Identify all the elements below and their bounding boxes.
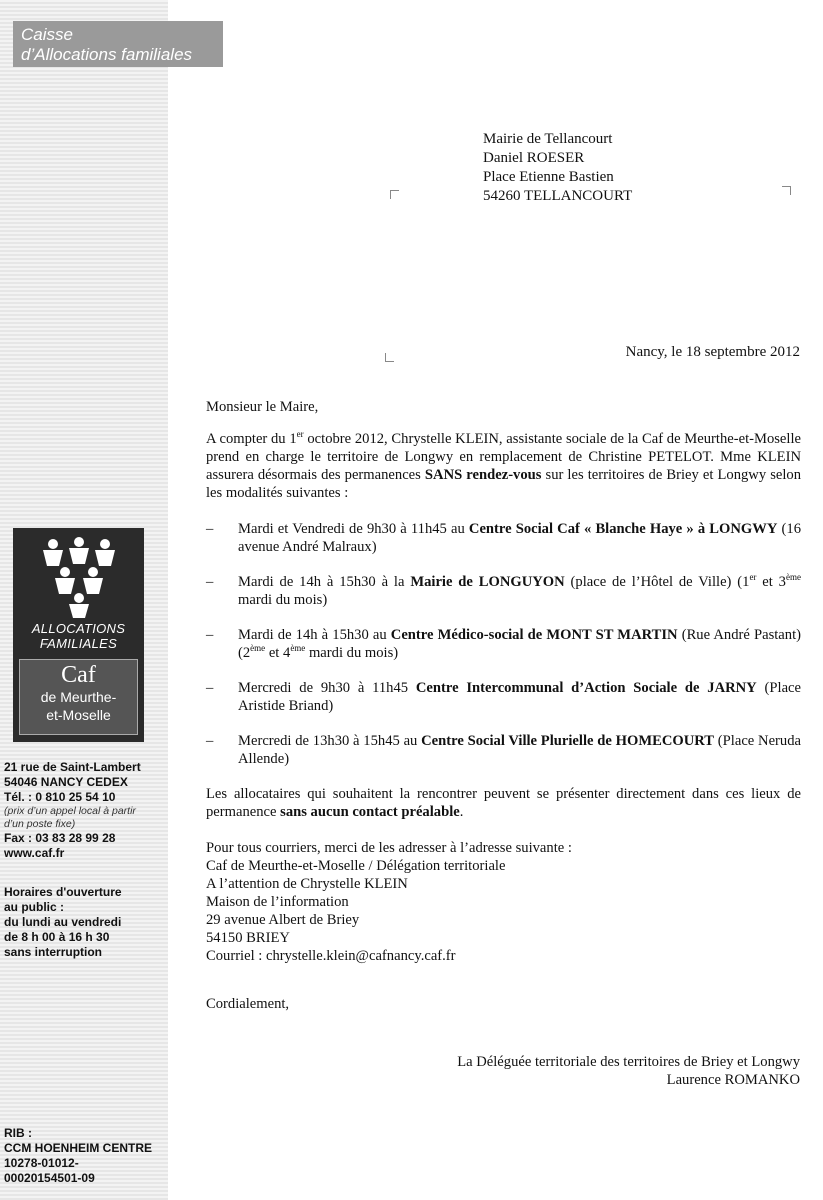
hours-line5: sans interruption [4,945,103,959]
contact-paragraph [206,785,801,821]
mail-address-line2: A l’attention de Chrystelle KLEIN [206,876,408,892]
sidebar [0,0,193,1200]
hours-line4: de 8 h 00 à 16 h 30 [4,930,110,944]
intro-bold: SANS rendez-vous [424,467,542,483]
item-text: mardi du mois) [305,645,399,661]
item-text: Mardi de 14h à 15h30 au [238,627,391,643]
courrier-intro: Pour tous courriers, merci de les adresser à l’adresse suivante : [206,840,572,856]
intro-text-b: octobre 2012, Chrystelle KLEIN, assistante sociale de la Caf de Meurthe-et-Moselle prend en charge le territoire de Longwy en remplacement de Christine PETELOT. Mme KLEIN assurera désormais des permanences [206,431,801,483]
hours-line2: au public : [4,900,64,914]
caf-logo [13,528,144,742]
item-text: et 3 [756,574,786,590]
recipient-line2: Daniel ROESER [483,150,585,166]
intro-text-a: A compter du 1 [206,431,297,447]
signature-name: Laurence ROMANKO [666,1072,800,1088]
item-text: (16 avenue André Malraux) [238,521,802,555]
address-line2: 54046 NANCY CEDEX [4,775,128,789]
list-item [206,732,801,768]
item-location: Centre Social Ville Plurielle de HOMECOURT [421,733,715,749]
rib-line2: CCM HOENHEIM CENTRE [4,1141,153,1155]
recipient-line1: Mairie de Tellancourt [483,131,613,147]
fax: Fax : 03 83 28 99 28 [4,831,116,845]
org-name-line2: d’Allocations familiales [21,45,193,64]
intro-paragraph [206,430,801,502]
signature-title: La Déléguée territoriale des territoires de Briey et Longwy [457,1054,800,1070]
logo-dept-line2: et-Moselle [46,707,111,723]
bank-details [4,1126,169,1186]
item-text: Mercredi de 13h30 à 15h45 au [238,733,422,749]
item-text: mardi du mois) [238,592,328,608]
family-figures-icon [33,536,125,618]
after-text-a: Les allocataires qui souhaitent la rencontrer peuvent se présenter directement dans ces lieux de permanence [206,786,801,820]
mail-address-line1: Caf de Meurthe-et-Moselle / Délégation territoriale [206,858,506,874]
recipient-address [483,130,632,206]
item-text: (place de l’Hôtel de Ville) (1 [564,574,750,590]
item-sup: ème [290,643,306,654]
list-item [206,573,801,609]
mail-address-line5: 54150 BRIEY [206,930,290,946]
email-line: Courriel : chrystelle.klein@cafnancy.caf.fr [206,948,456,964]
item-text: (Rue André Pastant) (2 [238,627,801,661]
item-text: (Place Neruda Allende) [238,733,801,767]
salutation: Monsieur le Maire, [206,399,319,415]
closing: Cordialement, [206,996,290,1012]
item-text: (Place Aristide Briand) [238,680,801,714]
item-text: Mardi de 14h à 15h30 à la [238,574,411,590]
letter-body [206,398,801,1041]
mail-address-line3: Maison de l’information [206,894,349,910]
item-location: Centre Médico-social de MONT ST MARTIN [390,627,678,643]
intro-text-c: sur les territoires de Briey et Longwy selon les modalités suivantes : [206,467,801,501]
list-item [206,679,801,715]
item-location: Mairie de LONGUYON [410,574,565,590]
item-location: Centre Intercommunal d’Action Sociale de JARNY [415,680,757,696]
phone-note-line2: d’un poste fixe) [4,818,76,830]
org-name-line1: Caisse [21,25,73,44]
item-location: Centre Social Caf « Blanche Haye » à LONGWY [468,521,778,537]
logo-dept-box [19,659,138,735]
logo-text [13,621,144,651]
contact-info [4,760,164,861]
letter-date: Nancy, le 18 septembre 2012 [625,344,800,360]
opening-hours [4,885,164,960]
item-sup: ème [785,572,801,583]
logo-caf: Caf [61,662,96,688]
item-text: et 4 [265,645,291,661]
schedule-list [206,520,801,768]
logo-dept-line1: de Meurthe- [40,689,117,705]
item-sup: ème [250,643,266,654]
list-item [206,626,801,662]
after-bold: sans aucun contact préalable [280,804,460,820]
list-item [206,520,801,556]
item-text: Mardi et Vendredi de 9h30 à 11h45 au [238,521,469,537]
window-corner-mark [385,353,394,362]
hours-line1: Horaires d'ouverture [4,885,122,899]
org-header [13,21,223,67]
address-line1: 21 rue de Saint-Lambert [4,760,141,774]
recipient-line3: Place Etienne Bastien [483,169,614,185]
intro-sup: er [296,429,304,440]
window-corner-mark [390,190,399,199]
website: www.caf.fr [4,846,65,860]
logo-line2: FAMILIALES [39,636,118,651]
mail-address-line4: 29 avenue Albert de Briey [206,912,360,928]
rib-line3: 10278-01012- [4,1156,79,1170]
phone: Tél. : 0 810 25 54 10 [4,790,116,804]
logo-line1: ALLOCATIONS [31,621,126,636]
recipient-line4: 54260 TELLANCOURT [483,188,633,204]
hours-line3: du lundi au vendredi [4,915,122,929]
rib-line4: 00020154501-09 [4,1171,95,1185]
signature-block [420,1053,800,1089]
item-text: Mercredi de 9h30 à 11h45 [238,680,416,696]
phone-note-line1: (prix d’un appel local à partir [4,805,136,817]
rib-line1: RIB : [4,1126,32,1140]
after-text-b: . [459,804,464,820]
mailing-address [206,839,801,965]
item-sup: er [749,572,757,583]
window-corner-mark [782,186,791,195]
